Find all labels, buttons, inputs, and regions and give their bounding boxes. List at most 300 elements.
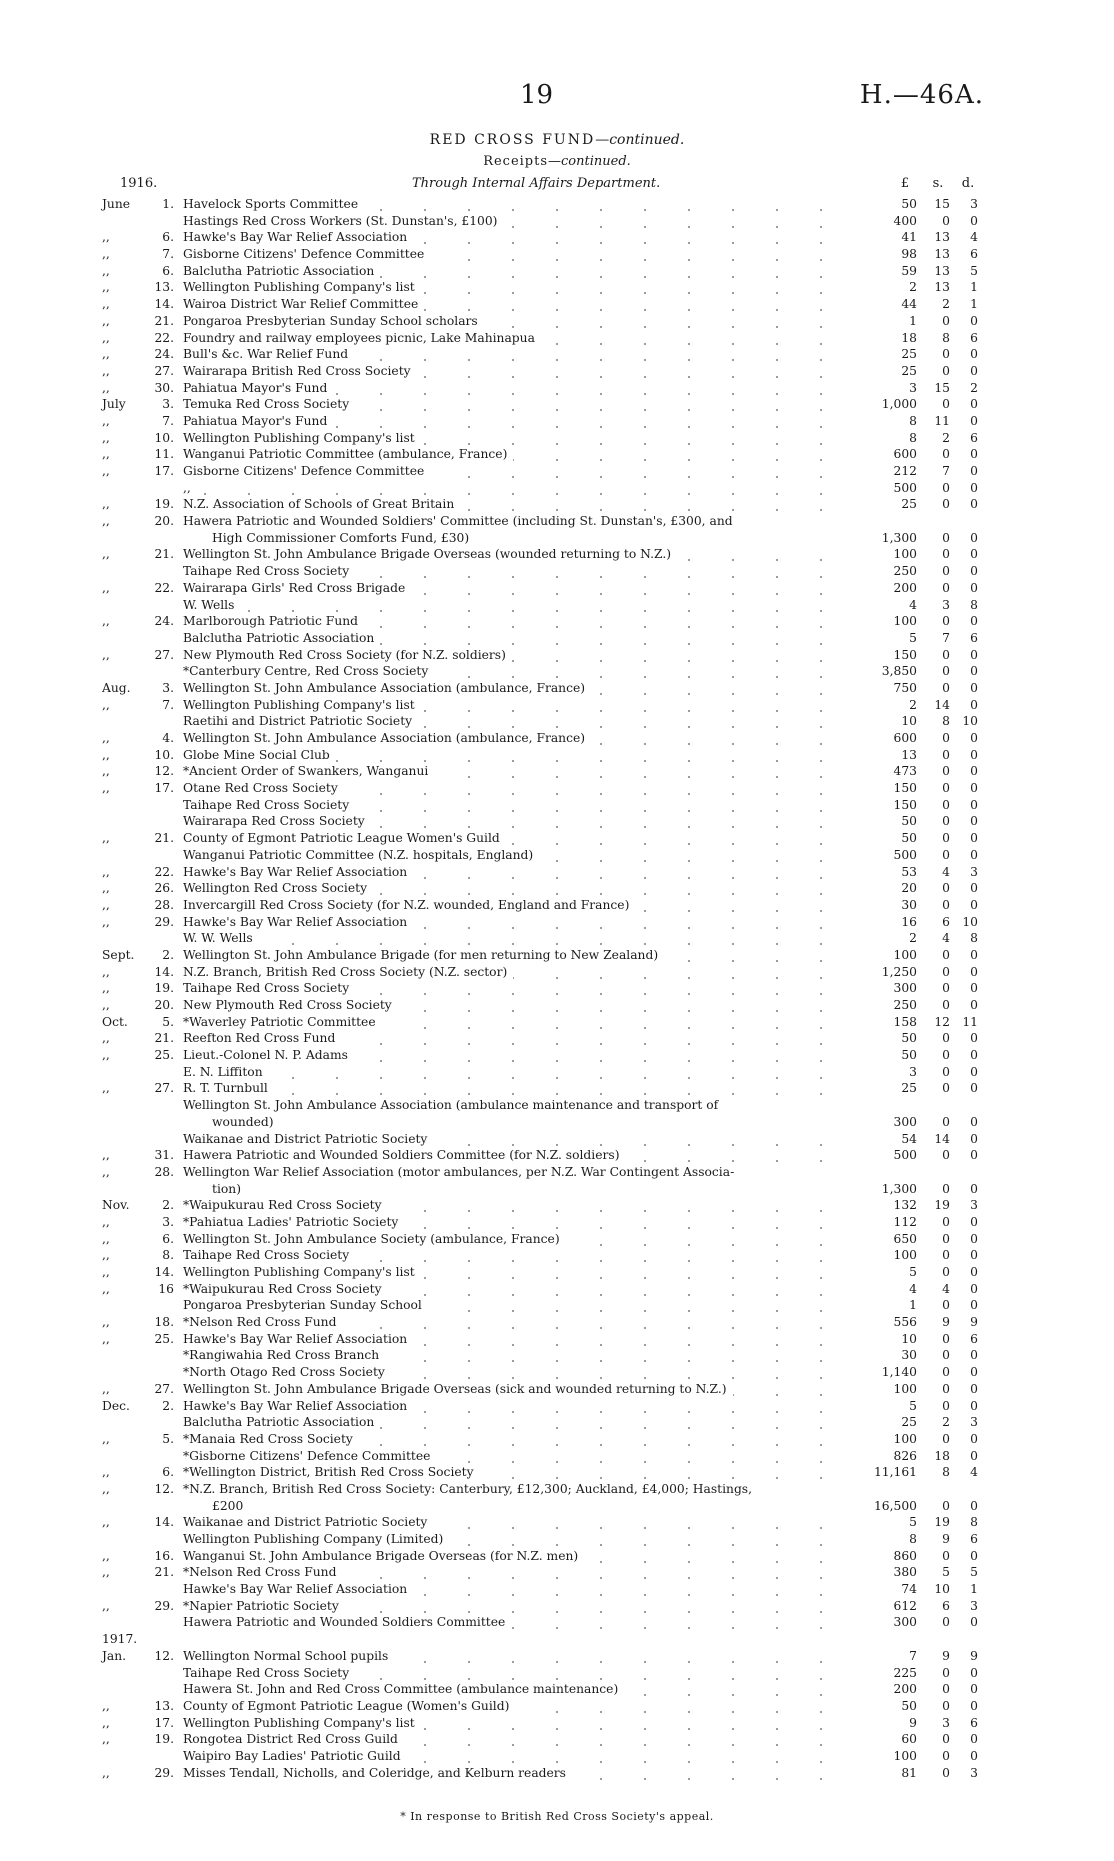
table-row	[0, 964, 1114, 981]
table-row	[0, 263, 1114, 280]
row-pence: 0	[970, 881, 978, 896]
row-pence: 0	[970, 1081, 978, 1096]
row-description-text: Wanganui St. John Ambulance Brigade Overseas (for N.Z. men)	[183, 1549, 584, 1563]
row-month: ,,	[102, 1732, 110, 1747]
table-row	[0, 1164, 1114, 1181]
row-description	[183, 1097, 863, 1114]
page-subtitle	[0, 154, 1114, 169]
row-description-text: Wellington Publishing Company's list	[183, 1265, 421, 1279]
row-pounds: 8	[909, 1532, 917, 1546]
row-shillings: 0	[942, 814, 950, 829]
row-description	[183, 1164, 863, 1181]
row-shillings: 0	[942, 213, 950, 228]
row-day: 14.	[154, 297, 174, 312]
row-description	[183, 947, 863, 964]
row-shillings: 0	[942, 1398, 950, 1413]
row-pounds: 16	[901, 914, 917, 929]
row-pounds: 10	[901, 714, 917, 729]
row-month: ,,	[102, 831, 110, 846]
row-month: ,,	[102, 430, 110, 445]
row-pence: 6	[970, 247, 978, 262]
row-pence: 0	[970, 847, 978, 862]
row-pence: 0	[970, 747, 978, 762]
row-pence: 9	[970, 1315, 978, 1330]
row-shillings: 0	[942, 1498, 950, 1513]
table-row	[0, 1715, 1114, 1732]
row-shillings: 0	[942, 998, 950, 1012]
row-month: ,,	[102, 1248, 110, 1263]
row-pounds: 50	[901, 197, 917, 211]
row-description	[183, 930, 863, 947]
row-pence: 9	[970, 1648, 978, 1663]
row-month: ,,	[102, 514, 110, 529]
row-description	[183, 1197, 863, 1214]
row-description	[183, 296, 863, 313]
row-month: ,,	[102, 1081, 110, 1096]
row-description	[183, 313, 863, 330]
row-description	[183, 1464, 863, 1481]
row-month: ,,	[102, 347, 110, 362]
row-description	[183, 914, 863, 931]
row-shillings: 0	[942, 1431, 950, 1446]
row-pounds: 556	[893, 1315, 917, 1330]
row-shillings: 0	[942, 680, 950, 695]
row-pence: 3	[970, 1415, 978, 1430]
row-day: 19.	[154, 1732, 174, 1747]
row-day: 22.	[154, 330, 174, 345]
table-row	[0, 1648, 1114, 1665]
row-month: ,,	[102, 1598, 110, 1613]
row-pence: 3	[970, 864, 978, 879]
row-description	[183, 864, 863, 881]
row-shillings: 2	[942, 297, 950, 312]
row-pence: 1	[970, 280, 978, 295]
table-row	[0, 1581, 1114, 1598]
row-pence: 0	[970, 1064, 978, 1079]
row-shillings: 0	[942, 1248, 950, 1263]
table-row	[0, 496, 1114, 513]
row-description	[183, 1030, 863, 1047]
row-pounds: 3,850	[881, 664, 917, 679]
row-pounds: 98	[901, 247, 917, 262]
row-description	[183, 1381, 863, 1398]
row-pounds: 1,300	[881, 1181, 917, 1196]
row-shillings: 2	[942, 1415, 950, 1430]
row-description-text: Hawera Patriotic and Wounded Soldiers Committee	[183, 1615, 511, 1629]
row-description-text: Wellington St. John Ambulance Brigade (for men returning to New Zealand)	[183, 948, 664, 962]
row-shillings: 4	[942, 1281, 950, 1296]
row-shillings: 0	[942, 1765, 950, 1780]
row-pence: 0	[970, 814, 978, 829]
row-pence: 0	[970, 1148, 978, 1163]
table-row	[0, 1114, 1114, 1131]
row-description-text: Wellington Red Cross Society	[183, 881, 373, 895]
row-shillings: 0	[942, 1064, 950, 1079]
row-pence: 0	[970, 413, 978, 428]
row-description-text: *Waipukurau Red Cross Society	[183, 1282, 388, 1296]
row-description-text: Wellington Publishing Company (Limited)	[183, 1532, 449, 1546]
row-shillings: 0	[942, 1181, 950, 1196]
row-description-text: Wellington Publishing Company's list	[183, 698, 421, 712]
row-month: ,,	[102, 1565, 110, 1580]
row-day: 5.	[162, 1014, 174, 1029]
row-day: 20.	[154, 514, 174, 529]
row-pounds: 7	[909, 1648, 917, 1663]
row-pounds: 3	[909, 380, 917, 395]
row-shillings: 0	[942, 1348, 950, 1363]
row-pence: 11	[962, 1014, 978, 1029]
row-month: ,,	[102, 998, 110, 1012]
row-pence: 6	[970, 1532, 978, 1546]
row-pence: 6	[970, 330, 978, 345]
row-day: 14.	[154, 964, 174, 979]
row-day: 31.	[154, 1148, 174, 1163]
row-pence: 0	[970, 547, 978, 562]
row-description-text: Lieut.-Colonel N. P. Adams	[183, 1048, 354, 1062]
row-day: 28.	[154, 1164, 174, 1179]
row-description	[183, 1665, 863, 1682]
row-shillings: 8	[942, 330, 950, 345]
row-description-text: *Nelson Red Cross Fund	[183, 1315, 342, 1329]
row-description-text: Hawke's Bay War Relief Association	[183, 1332, 413, 1346]
row-shillings: 0	[942, 947, 950, 962]
page-title	[0, 132, 1114, 148]
row-pence: 8	[970, 597, 978, 612]
row-month: ,,	[102, 230, 110, 245]
table-row	[0, 1097, 1114, 1114]
row-day: 2.	[162, 1398, 174, 1413]
row-day: 3.	[162, 680, 174, 695]
row-shillings: 4	[942, 931, 950, 946]
row-description	[183, 346, 863, 363]
row-pence: 1	[970, 297, 978, 312]
row-month: ,,	[102, 1515, 110, 1530]
row-pence: 0	[970, 213, 978, 228]
row-description	[183, 446, 863, 463]
table-row	[0, 413, 1114, 430]
table-row	[0, 513, 1114, 530]
row-shillings: 3	[942, 597, 950, 612]
row-description	[183, 1481, 863, 1498]
row-description	[183, 1331, 863, 1348]
row-description-text: Hawke's Bay War Relief Association	[183, 1399, 413, 1413]
row-pounds: 500	[893, 480, 917, 495]
row-month: ,,	[102, 413, 110, 428]
row-description-text: Wellington St. John Ambulance Society (ambulance, France)	[183, 1232, 566, 1246]
table-row	[0, 246, 1114, 263]
row-pounds: 5	[909, 630, 917, 645]
row-description-text: Wellington Normal School pupils	[183, 1649, 394, 1663]
row-day: 27.	[154, 647, 174, 662]
row-pence: 0	[970, 680, 978, 695]
table-row	[0, 1548, 1114, 1565]
row-description	[183, 1014, 863, 1031]
row-pounds: 54	[901, 1131, 917, 1146]
row-description	[183, 613, 863, 630]
row-description	[183, 1047, 863, 1064]
row-pounds: 826	[893, 1448, 917, 1463]
row-day: 24.	[154, 347, 174, 362]
row-month: ,,	[102, 864, 110, 879]
row-description	[183, 1698, 863, 1715]
source-heading: Through Internal Affairs Department.	[412, 176, 661, 191]
row-day: 24.	[154, 614, 174, 629]
row-pounds: 8	[909, 430, 917, 445]
row-description	[183, 1581, 863, 1598]
row-day: 8.	[162, 1248, 174, 1263]
row-pounds: 8	[909, 413, 917, 428]
table-row	[0, 613, 1114, 630]
row-description-text: Temuka Red Cross Society	[183, 397, 355, 411]
row-month: ,,	[102, 764, 110, 779]
row-month: Oct.	[102, 1014, 128, 1029]
table-row	[0, 1030, 1114, 1047]
row-shillings: 0	[942, 1231, 950, 1246]
row-description	[183, 730, 863, 747]
row-pounds: 25	[901, 497, 917, 512]
row-description-text: Wellington St. John Ambulance Brigade Overseas (sick and wounded returning to N.Z.)	[183, 1382, 733, 1396]
row-shillings: 0	[942, 580, 950, 595]
row-description	[183, 1514, 863, 1531]
row-shillings: 0	[942, 1748, 950, 1763]
row-month: Jan.	[102, 1648, 127, 1663]
row-description	[183, 1431, 863, 1448]
row-pounds: 59	[901, 263, 917, 278]
table-row	[0, 546, 1114, 563]
row-day: 10.	[154, 430, 174, 445]
row-day: 5.	[162, 1431, 174, 1446]
row-description-text: Raetihi and District Patriotic Society	[183, 714, 418, 728]
row-shillings: 0	[942, 1031, 950, 1046]
row-month: Sept.	[102, 947, 135, 962]
row-pence: 0	[970, 897, 978, 912]
row-shillings: 0	[942, 1615, 950, 1630]
year-heading: 1916.	[120, 176, 158, 191]
row-description-text: Globe Mine Social Club	[183, 748, 336, 762]
row-pounds: 20	[901, 881, 917, 896]
row-shillings: 0	[942, 614, 950, 629]
table-row	[0, 930, 1114, 947]
row-month: ,,	[102, 1431, 110, 1446]
row-pence: 0	[970, 1031, 978, 1046]
row-description-text: Taihape Red Cross Society	[183, 1666, 355, 1680]
row-day: 26.	[154, 881, 174, 896]
row-shillings: 0	[942, 847, 950, 862]
row-shillings: 15	[934, 380, 950, 395]
row-pence: 4	[970, 230, 978, 245]
row-pence: 0	[970, 1682, 978, 1697]
row-day: 29.	[154, 914, 174, 929]
row-description-text: *North Otago Red Cross Society	[183, 1365, 391, 1379]
row-pounds: 25	[901, 363, 917, 378]
row-description	[183, 747, 863, 764]
row-description-text: *Ancient Order of Swankers, Wanganui	[183, 764, 434, 778]
row-pounds: 100	[893, 1431, 917, 1446]
row-description	[183, 1648, 863, 1665]
row-pounds: 2	[909, 931, 917, 946]
row-description-text: Reefton Red Cross Fund	[183, 1031, 341, 1045]
table-row	[0, 763, 1114, 780]
row-shillings: 0	[942, 1214, 950, 1229]
row-description	[183, 1231, 863, 1248]
row-pounds: 5	[909, 1265, 917, 1279]
row-description	[212, 1114, 862, 1131]
table-row	[0, 1347, 1114, 1364]
row-shillings: 10	[934, 1582, 950, 1597]
table-row	[0, 296, 1114, 313]
table-row	[0, 864, 1114, 881]
table-row	[0, 1614, 1114, 1631]
title-continued: —continued.	[595, 132, 685, 148]
row-description	[183, 563, 863, 580]
row-pence: 0	[970, 580, 978, 595]
row-month: ,,	[102, 1214, 110, 1229]
row-pence: 0	[970, 1348, 978, 1363]
row-description	[212, 1181, 862, 1198]
row-shillings: 0	[942, 547, 950, 562]
row-day: 16.	[154, 1548, 174, 1563]
row-pounds: 750	[893, 680, 917, 695]
row-month: 1917.	[102, 1632, 138, 1647]
row-pence: 0	[970, 1298, 978, 1313]
table-row	[0, 1514, 1114, 1531]
row-description	[183, 1414, 863, 1431]
table-row	[0, 1281, 1114, 1298]
row-pence: 8	[970, 931, 978, 946]
row-description-text: Invercargill Red Cross Society (for N.Z. wounded, England and France)	[183, 898, 635, 912]
table-row	[0, 980, 1114, 997]
row-month: ,,	[102, 330, 110, 345]
row-pounds: 60	[901, 1732, 917, 1747]
table-row	[0, 1247, 1114, 1264]
row-shillings: 15	[934, 197, 950, 211]
row-shillings: 9	[942, 1648, 950, 1663]
row-shillings: 12	[934, 1014, 950, 1029]
row-pounds: 612	[893, 1598, 917, 1613]
row-description	[183, 1314, 863, 1331]
row-pounds: 100	[893, 614, 917, 629]
row-pence: 0	[970, 797, 978, 812]
row-description-text: *Napier Patriotic Society	[183, 1599, 345, 1613]
row-month: ,,	[102, 1315, 110, 1330]
row-pence: 6	[970, 630, 978, 645]
row-description-text: *Waipukurau Red Cross Society	[183, 1198, 388, 1212]
row-shillings: 0	[942, 1381, 950, 1396]
row-description-text: Taihape Red Cross Society	[183, 1248, 355, 1262]
row-description-text: Foundry and railway employees picnic, Lake Mahinapua	[183, 331, 541, 345]
row-shillings: 0	[942, 747, 950, 762]
row-month: ,,	[102, 914, 110, 929]
row-month: ,,	[102, 1465, 110, 1480]
row-description-text: New Plymouth Red Cross Society	[183, 998, 398, 1012]
row-description	[183, 513, 863, 530]
row-description-text: £200	[212, 1499, 249, 1513]
row-pence: 0	[970, 947, 978, 962]
row-pounds: 3	[909, 1064, 917, 1079]
row-pence: 0	[970, 1131, 978, 1146]
row-shillings: 9	[942, 1315, 950, 1330]
row-description-text: New Plymouth Red Cross Society (for N.Z. soldiers)	[183, 648, 512, 662]
row-month: ,,	[102, 1331, 110, 1346]
row-description-text: Wellington War Relief Association (motor ambulances, per N.Z. War Contingent Associa-	[183, 1165, 740, 1179]
row-shillings: 0	[942, 797, 950, 812]
row-description	[183, 380, 863, 397]
row-pence: 0	[970, 397, 978, 412]
row-pounds: 81	[901, 1765, 917, 1780]
row-day: 21.	[154, 1565, 174, 1580]
row-shillings: 6	[942, 914, 950, 929]
row-day: 21.	[154, 831, 174, 846]
row-shillings: 0	[942, 781, 950, 796]
table-row	[0, 1448, 1114, 1465]
row-description-text: *N.Z. Branch, British Red Cross Society: Canterbury, £12,300; Auckland, £4,000; Hastings,	[183, 1482, 758, 1496]
row-description	[183, 1347, 863, 1364]
row-day: 14.	[154, 1515, 174, 1530]
row-description-text: Wellington St. John Ambulance Association (ambulance, France)	[183, 681, 591, 695]
row-description-text: Pongaroa Presbyterian Sunday School	[183, 1298, 428, 1312]
row-description-text	[183, 1632, 189, 1646]
row-month: ,,	[102, 897, 110, 912]
row-description	[183, 1064, 863, 1081]
table-row	[0, 1147, 1114, 1164]
row-pounds: 11,161	[873, 1465, 917, 1480]
row-pence: 10	[962, 914, 978, 929]
row-day: 13.	[154, 280, 174, 295]
row-pounds: 250	[893, 564, 917, 579]
row-pence: 0	[970, 530, 978, 545]
row-pounds: 30	[901, 1348, 917, 1363]
table-row	[0, 480, 1114, 497]
row-pence: 0	[970, 497, 978, 512]
page-number: 19	[520, 80, 554, 110]
row-day: 27.	[154, 1381, 174, 1396]
row-shillings: 8	[942, 714, 950, 729]
row-month: ,,	[102, 1265, 110, 1279]
row-description	[183, 196, 863, 213]
row-description	[183, 847, 863, 864]
row-pence: 0	[970, 447, 978, 462]
row-shillings: 0	[942, 1548, 950, 1563]
table-row	[0, 947, 1114, 964]
row-day: 25.	[154, 1331, 174, 1346]
row-pounds: 150	[893, 647, 917, 662]
row-shillings: 0	[942, 897, 950, 912]
row-description	[183, 1297, 863, 1314]
row-month: June	[102, 197, 131, 211]
row-pence: 0	[970, 480, 978, 495]
row-description	[183, 1448, 863, 1465]
row-day: 30.	[154, 380, 174, 395]
row-description-text: N.Z. Branch, British Red Cross Society (N.Z. sector)	[183, 965, 513, 979]
row-pence: 0	[970, 1398, 978, 1413]
row-pence: 3	[970, 197, 978, 211]
row-day: 19.	[154, 497, 174, 512]
row-shillings: 0	[942, 480, 950, 495]
row-description	[183, 797, 863, 814]
row-description-text: Wellington St. John Ambulance Association (ambulance maintenance and transport of	[183, 1098, 724, 1112]
row-pence: 0	[970, 1265, 978, 1279]
row-description-text: Taihape Red Cross Society	[183, 981, 355, 995]
row-pence: 0	[970, 647, 978, 662]
row-month: ,,	[102, 313, 110, 328]
row-description	[183, 279, 863, 296]
row-day: 12.	[154, 764, 174, 779]
row-description-text: Marlborough Patriotic Fund	[183, 614, 364, 628]
table-row	[0, 396, 1114, 413]
row-pounds: 30	[901, 897, 917, 912]
row-description-text: Pahiatua Mayor's Fund	[183, 381, 333, 395]
row-day: 29.	[154, 1765, 174, 1780]
